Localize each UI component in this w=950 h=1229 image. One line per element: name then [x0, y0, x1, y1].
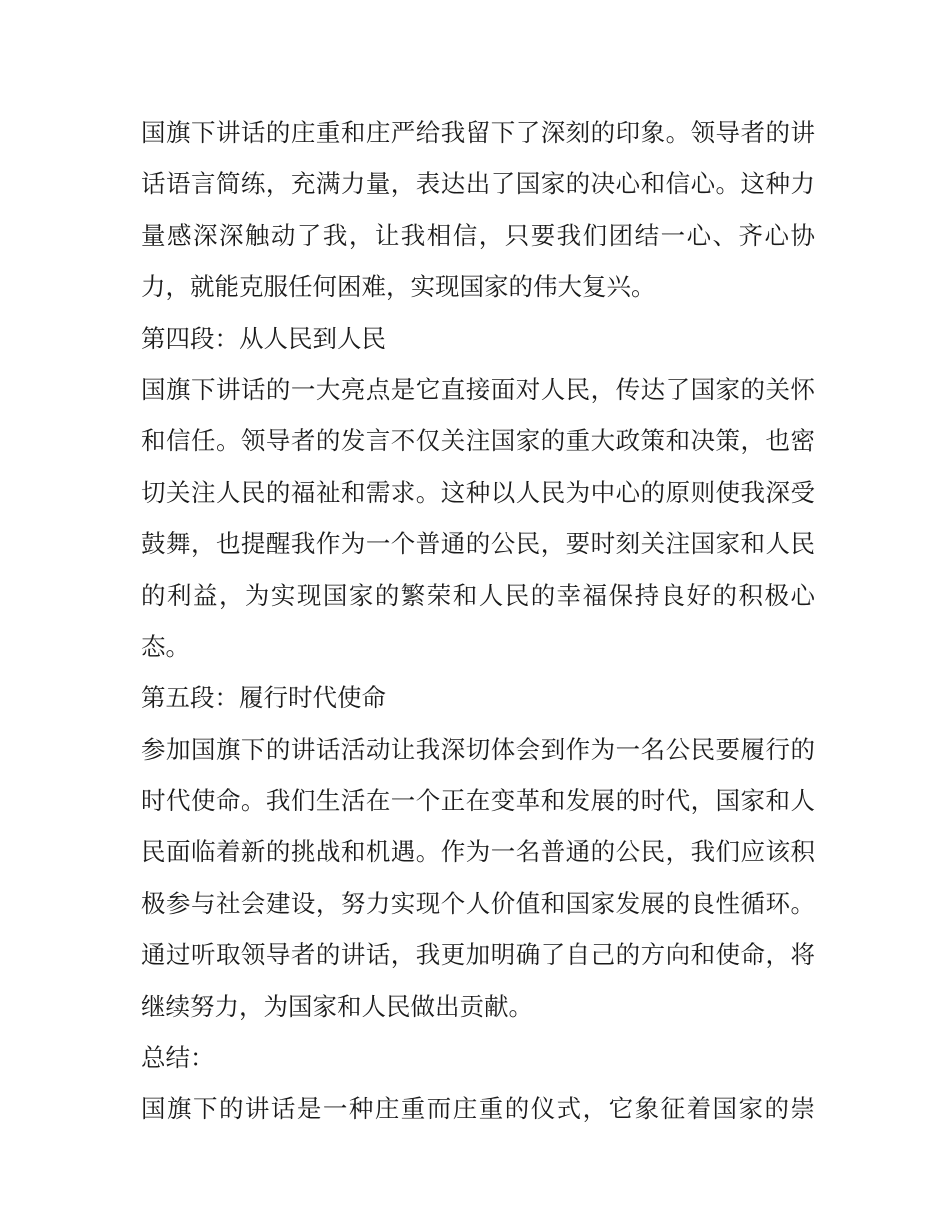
- paragraph-line: 鼓舞，也提醒我作为一个普通的公民，要时刻关注国家和人民: [141, 529, 815, 559]
- section-heading: 第五段：履行时代使命: [141, 683, 386, 713]
- paragraph-line: 量感深深触动了我，让我相信，只要我们团结一心、齐心协: [141, 220, 815, 250]
- document-body: [141, 107, 815, 1135]
- paragraph-line: 极参与社会建设，努力实现个人价值和国家发展的良性循环。: [141, 888, 815, 918]
- paragraph-line: 和信任。领导者的发言不仅关注国家的重大政策和决策，也密: [141, 426, 815, 456]
- paragraph-line: 通过听取领导者的讲话，我更加明确了自己的方向和使命，将: [141, 940, 815, 970]
- paragraph-line: 切关注人民的福祉和需求。这种以人民为中心的原则使我深受: [141, 477, 815, 507]
- paragraph-line: 话语言简练，充满力量，表达出了国家的决心和信心。这种力: [141, 169, 815, 199]
- paragraph-line: 国旗下讲话的庄重和庄严给我留下了深刻的印象。领导者的讲: [141, 118, 815, 147]
- paragraph-line: 时代使命。我们生活在一个正在变革和发展的时代，国家和人: [141, 786, 815, 816]
- paragraph-line: 的利益，为实现国家的繁荣和人民的幸福保持良好的积极心: [141, 580, 815, 610]
- paragraph-line: 态。: [141, 631, 190, 661]
- paragraph-line: 参加国旗下的讲话活动让我深切体会到作为一名公民要履行的: [141, 734, 815, 764]
- paragraph-line: 力，就能克服任何困难，实现国家的伟大复兴。: [141, 272, 656, 302]
- paragraph-line: 继续努力，为国家和人民做出贡献。: [141, 991, 533, 1021]
- section-heading: 总结：: [141, 1043, 215, 1073]
- paragraph-line: 国旗下讲话的一大亮点是它直接面对人民，传达了国家的关怀: [141, 374, 815, 404]
- section-heading: 第四段：从人民到人民: [141, 323, 386, 353]
- paragraph-line: 国旗下的讲话是一种庄重而庄重的仪式，它象征着国家的崇: [141, 1094, 815, 1124]
- paragraph-line: 民面临着新的挑战和机遇。作为一名普通的公民，我们应该积: [141, 837, 815, 867]
